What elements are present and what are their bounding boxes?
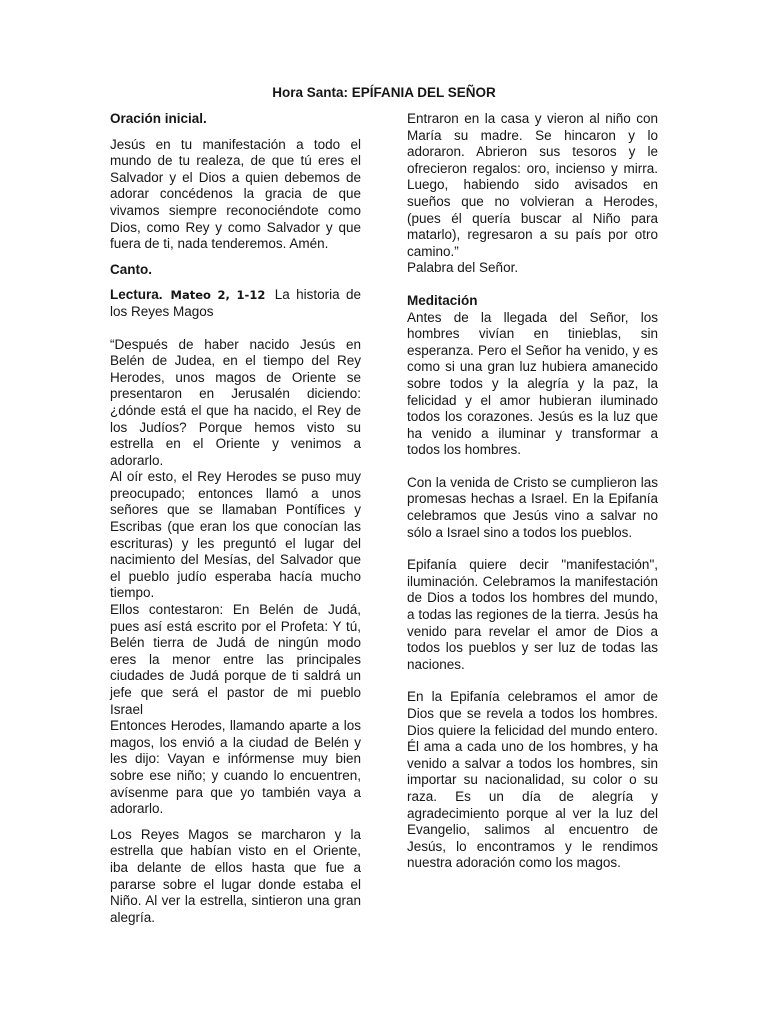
reading-paragraph-1: “Después de haber nacido Jesús en Belén de Judea, en el tiempo del Rey Herodes, unos magos de Oriente se presentaron en Jerusalén diciendo: ¿dónde está el que ha nacido, el Rey de los Judíos? Porque hemos visto su estrella en el Oriente y venimos a adorarlo.	[110, 336, 361, 468]
meditacion-heading: Meditación	[407, 292, 478, 308]
lectura-description: La historia de los Reyes Magos	[110, 287, 361, 319]
meditation-paragraph-3: Epifanía quiere decir "manifestación", iluminación. Celebramos la manifestación de Dios a todos los hombres del mundo, a todas las regiones de la tierra. Jesús ha venido para revelar el amor de Dios a todos los pueblos y ser luz de todas las naciones.	[407, 557, 658, 672]
reading-continuation: Entraron en la casa y vieron al niño con María su madre. Se hincaron y lo adoraron. Abrieron sus tesoros y le ofrecieron regalos: oro, incienso y mirra. Luego, habiendo sido avisados en sueños que no volvieran a Herodes, (pues él quería buscar al Niño para matarlo), regresaron a su país por otro camino.”	[407, 111, 658, 259]
meditation-paragraph-1: Antes de la llegada del Señor, los hombres vivían en tinieblas, sin esperanza. Pero el Señor ha venido, y es como si una gran luz hubiera amanecido sobre todos y la alegría y la paz, la felicidad y el amor hubieran iluminado todos los corazones. Jesús es la luz que ha venido a iluminar y transformar a todos los hombres.	[407, 309, 658, 458]
palabra-del-senor: Palabra del Señor.	[407, 260, 519, 276]
oracion-text: Jesús en tu manifestación a todo el mundo de tu realeza, de que tú eres el Salvador y el Dios a quien debemos de adorar concédenos la gracia de que vivamos siempre reconociéndote como Dios, como Rey y como Salvador y que fuera de ti, nada tenderemos. Amén.	[110, 136, 361, 252]
right-column	[407, 111, 658, 872]
reading-paragraph-4: Entonces Herodes, llamando aparte a los magos, los envió a la ciudad de Belén y les dijo: Vayan e infórmense muy bien sobre ese niño; y cuando lo encuentren, avísenme para que yo también vaya a adorarlo.	[110, 718, 361, 817]
lectura-reference: Mateo 2, 1-12	[170, 288, 266, 303]
lectura-line	[110, 287, 361, 320]
reading-paragraph-5: Los Reyes Magos se marcharon y la estrella que habían visto en el Oriente, iba delante de ellos hasta que fue a pararse sobre el lugar donde estaba el Niño. Al ver la estrella, sintieron una gran alegría.	[110, 826, 361, 925]
page-title: Hora Santa: EPÍFANIA DEL SEÑOR	[272, 85, 496, 100]
lectura-heading: Lectura.	[110, 287, 163, 303]
left-column	[110, 111, 361, 926]
meditation-paragraph-2: Con la venida de Cristo se cumplieron las promesas hechas a Israel. En la Epifanía celebramos que Jesús vino a salvar no sólo a Israel sino a todos los pueblos.	[407, 474, 658, 540]
reading-paragraph-3: Ellos contestaron: En Belén de Judá, pues así está escrito por el Profeta: Y tú, Belén tierra de Judá de ningún modo eres la menor entre las principales ciudades de Judá porque de ti saldrá un jefe que será el pastor de mi pueblo Israel	[110, 602, 361, 717]
canto-heading: Canto.	[110, 261, 152, 277]
meditation-paragraph-4: En la Epifanía celebramos el amor de Dios que se revela a todos los hombres. Dios quiere la felicidad del mundo entero. Él ama a cada uno de los hombres, y ha venido a salvar a todos los hombres, sin importar su nacionalidad, su color o su raza. Es un día de alegría y agradecimiento porque al ver la luz del Evangelio, salimos al encuentro de Jesús, lo encontramos y le rendimos nuestra adoración como los magos.	[407, 689, 658, 871]
reading-paragraph-2: Al oír esto, el Rey Herodes se puso muy preocupado; entonces llamó a unos señores que se llamaban Pontífices y Escribas (que eran los que conocían las escrituras) y les preguntó el lugar del nacimiento del Mesías, del Salvador que el pueblo judío esperaba hacía mucho tiempo.	[110, 469, 361, 601]
oracion-heading: Oración inicial.	[110, 111, 207, 126]
